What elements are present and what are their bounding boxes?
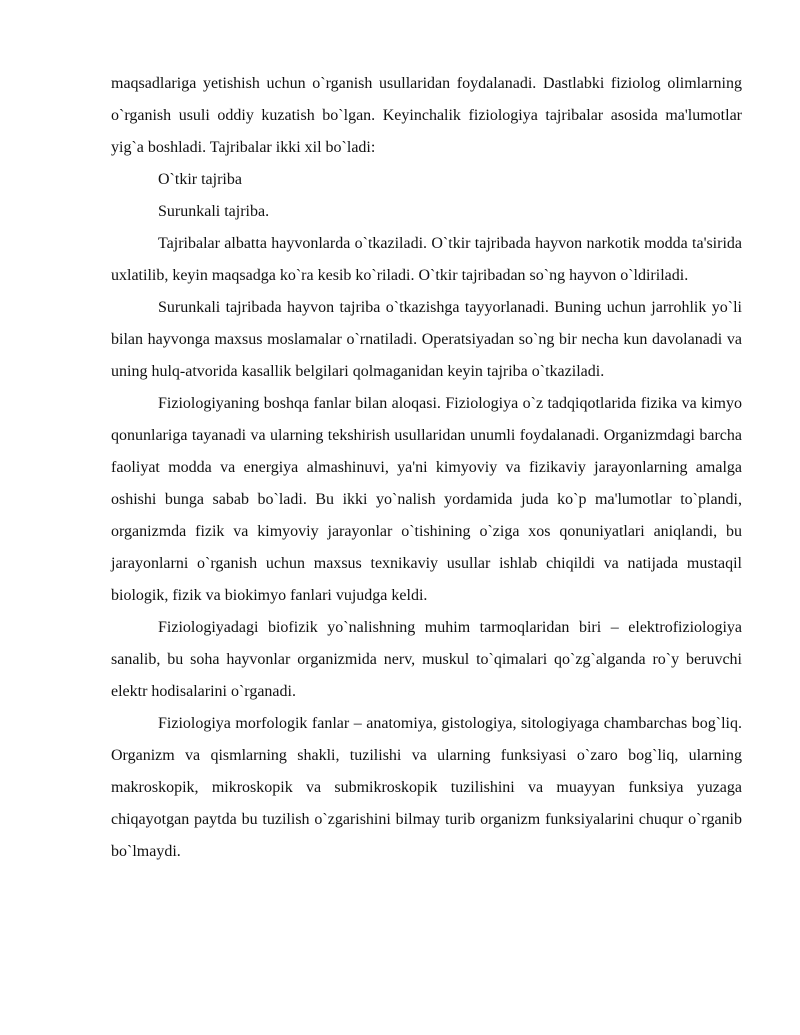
paragraph-relation-to-other-sciences: Fiziologiyaning boshqa fanlar bilan aloqasi. Fiziologiya o`z tadqiqotlarida fizika va kimyo qonunlariga tayanadi va ularning tekshirish usullaridan unumli foydalanadi. Organizmdagi barcha faoliyat modda va energiya almashinuvi, ya'ni kimyoviy va fizikaviy jarayonlarning amalga oshishi bunga sabab bo`ladi. Bu ikki yo`nalish yordamida juda ko`p ma'lumotlar to`plandi, organizmda fizik va kimyoviy jarayonlar o`tishining o`ziga xos qonuniyatlari aniqlandi, bu jarayonlarni o`rganish uchun maxsus texnikaviy usullar ishlab chiqildi va natijada mustaqil biologik, fizik va biokimyo fanlari vujudga keldi. xyxy=(111,395,742,604)
paragraph-electrophysiology: Fiziologiyadagi biofizik yo`nalishning muhim tarmoqlaridan biri – elektrofiziologiya sanalib, bu soha hayvonlar organizmida nerv, muskul to`qimalari qo`zg`alganda ro`y beruvchi elektr hodisalarini o`rganadi. xyxy=(111,619,742,700)
paragraph-morphological-sciences: Fiziologiya morfologik fanlar – anatomiya, gistologiya, sitologiyaga chambarchas bog`liq. Organizm va qismlarning shakli, tuzilishi va ularning funksiyasi o`zaro bog`liq, ularning makroskopik, mikroskopik va submikroskopik tuzilishini va muayyan funksiya yuzaga chiqayotgan paytda bu tuzilish o`zgarishini bilmay turib organizm funksiyalarini chuqur o`rganib bo`lmaydi. xyxy=(111,715,742,860)
paragraph-chronic-experiment: Surunkali tajribada hayvon tajriba o`tkazishga tayyorlanadi. Buning uchun jarrohlik yo`li bilan hayvonga maxsus moslamalar o`rnatiladi. Operatsiyadan so`ng bir necha kun davolanadi va uning hulq-atvorida kasallik belgilari qolmaganidan keyin tajriba o`tkaziladi. xyxy=(111,299,742,380)
list-item-acute-experiment: O`tkir tajriba xyxy=(158,171,242,188)
paragraph-continuation: maqsadlariga yetishish uchun o`rganish usullaridan foydalanadi. Dastlabki fiziolog olimlarning o`rganish usuli oddiy kuzatish bo`lgan. Keyinchalik fiziologiya tajribalar asosida ma'lumotlar yig`a boshladi. Tajribalar ikki xil bo`ladi: xyxy=(111,75,742,156)
paragraph-experiments-on-animals: Tajribalar albatta hayvonlarda o`tkaziladi. O`tkir tajribada hayvon narkotik modda ta'sirida uxlatilib, keyin maqsadga ko`ra kesib ko`riladi. O`tkir tajribadan so`ng hayvon o`ldiriladi. xyxy=(111,235,742,284)
list-item-chronic-experiment: Surunkali tajriba. xyxy=(158,203,270,220)
document-page xyxy=(111,68,742,868)
